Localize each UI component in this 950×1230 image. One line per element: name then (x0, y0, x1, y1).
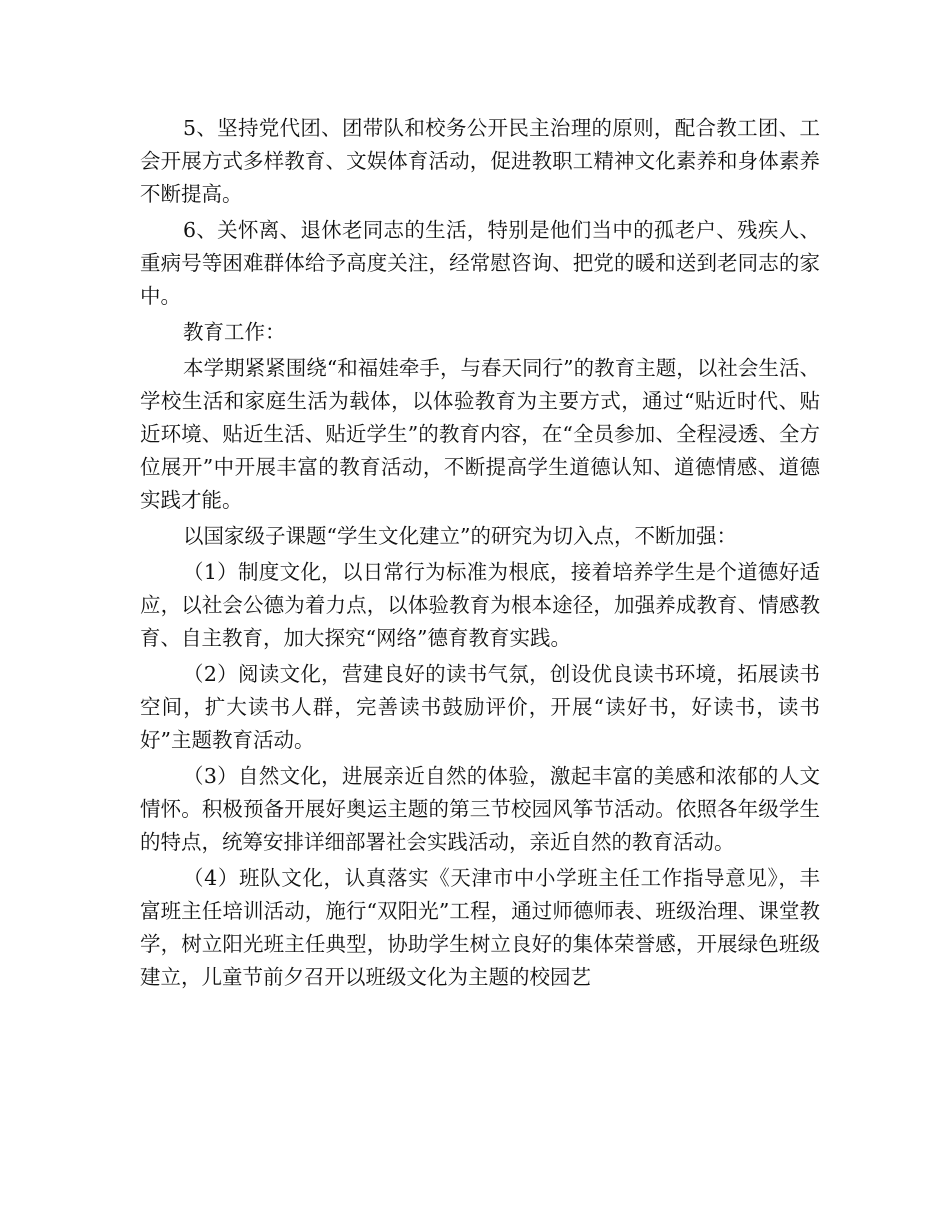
paragraph-class-culture: （4）班队文化，认真落实《天津市中小学班主任工作指导意见》，丰富班主任培训活动，施行“双阳光”工程，通过师德师表、班级治理、课堂教学，树立阳光班主任典型，协助学生树立良好的集体荣誉感，开展绿色班级建立，儿童节前夕召开以班级文化为主题的校园艺 (140, 866, 820, 989)
paragraph-retired-care: 6、关怀离、退休老同志的生活，特别是他们当中的孤老户、残疾人、重病号等困难群体给予高度关注，经常慰咨询、把党的暖和送到老同志的家中。 (140, 218, 820, 308)
document-page (140, 112, 820, 997)
paragraph-education-theme: 本学期紧紧围绕“和福娃牵手，与春天同行”的教育主题，以社会生活、学校生活和家庭生活为载体，以体验教育为主要方式，通过“贴近时代、贴近环境、贴近生活、贴近学生”的教育内容，在“全员参加、全程浸透、全方位展开”中开展丰富的教育活动，不断提高学生道德认知、道德情感、道德实践才能。 (140, 356, 820, 512)
paragraph-research-topic: 以国家级子课题“学生文化建立”的研究为切入点，不断加强： (183, 524, 738, 548)
paragraph-nature-culture: （3）自然文化，进展亲近自然的体验，激起丰富的美感和浓郁的人文情怀。积极预备开展好奥运主题的第三节校园风筝节活动。依照各年级学生的特点，统筹安排详细部署社会实践活动，亲近自然的教育活动。 (140, 764, 820, 854)
paragraph-reading-culture: （2）阅读文化，营建良好的读书气氛，创设优良读书环境，拓展读书空间，扩大读书人群，完善读书鼓励评价，开展“读好书，好读书，读书好”主题教育活动。 (140, 662, 820, 752)
section-heading-education: 教育工作： (183, 320, 286, 344)
paragraph-party-activities: 5、坚持党代团、团带队和校务公开民主治理的原则，配合教工团、工会开展方式多样教育、文娱体育活动，促进教职工精神文化素养和身体素养不断提高。 (140, 116, 820, 206)
paragraph-institutional-culture: （1）制度文化，以日常行为标准为根底，接着培养学生是个道德好适应，以社会公德为着力点，以体验教育为根本途径，加强养成教育、情感教育、自主教育，加大探究“网络”德育教育实践。 (140, 560, 820, 650)
